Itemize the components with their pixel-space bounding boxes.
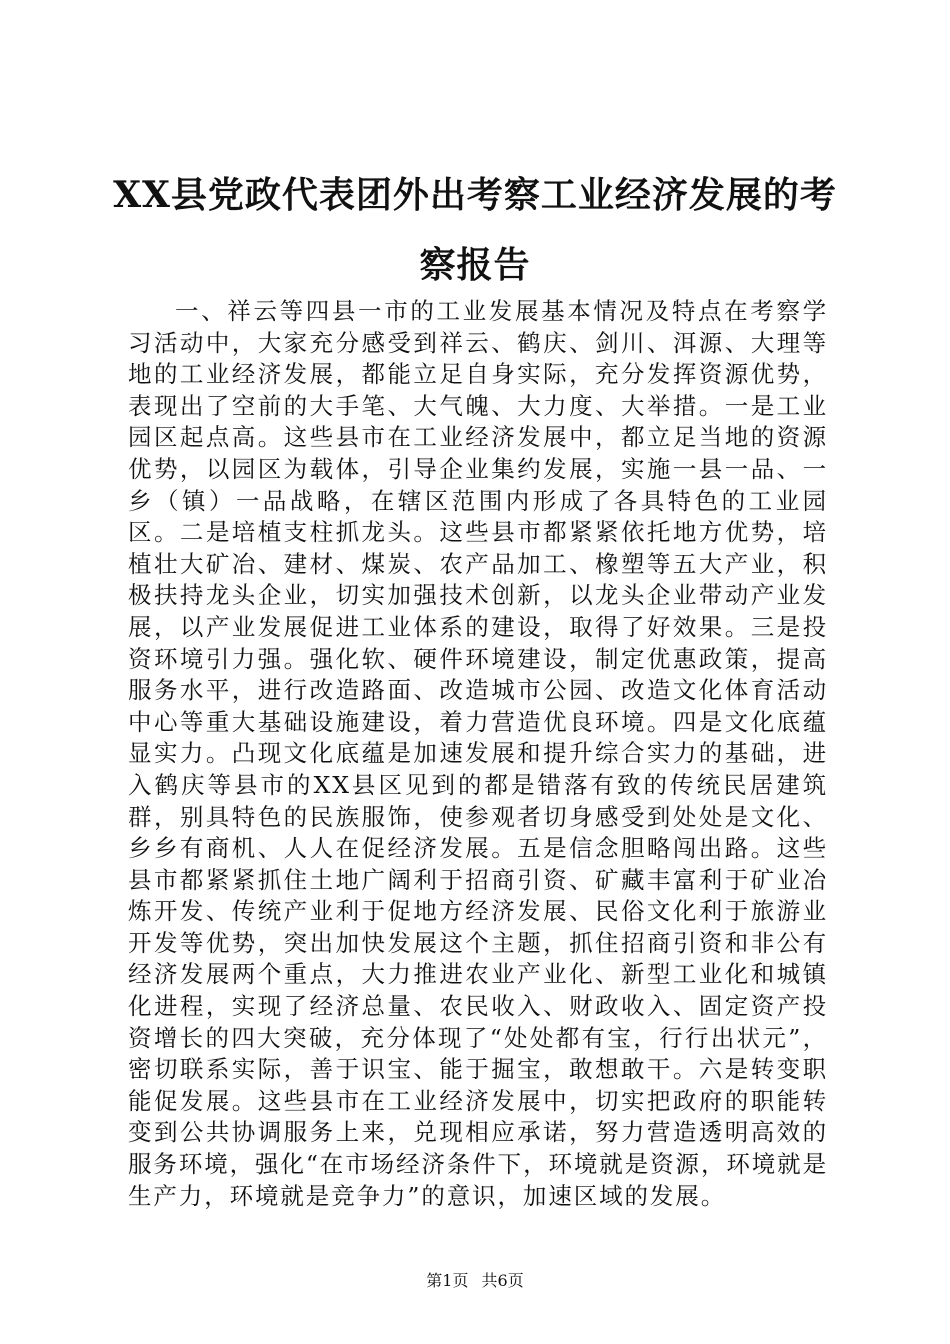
page-number-current: 第1页 (426, 1271, 469, 1290)
page-number-total: 共6页 (481, 1271, 524, 1290)
document-body-paragraph: 一、祥云等四县一市的工业发展基本情况及特点在考察学习活动中，大家充分感受到祥云、鹤庆、剑川、洱源、大理等地的工业经济发展，都能立足自身实际，充分发挥资源优势，表现出了空前的大手笔、大气魄、大力度、大举措。一是工业园区起点高。这些县市在工业经济发展中，都立足当地的资源优势，以园区为载体，引导企业集约发展，实施一县一品、一乡（镇）一品战略，在辖区范围内形成了各具特色的工业园区。二是培植支柱抓龙头。这些县市都紧紧依托地方优势，培植壮大矿冶、建材、煤炭、农产品加工、橡塑等五大产业，积极扶持龙头企业，切实加强技术创新，以龙头企业带动产业发展，以产业发展促进工业体系的建设，取得了好效果。三是投资环境引力强。强化软、硬件环境建设，制定优惠政策，提高服务水平，进行改造路面、改造城市公园、改造文化体育活动中心等重大基础设施建设，着力营造优良环境。四是文化底蕴显实力。凸现文化底蕴是加速发展和提升综合实力的基础，进入鹤庆等县市的XX县区见到的都是错落有致的传统民居建筑群，别具特色的民族服饰，使参观者切身感受到处处是文化、乡乡有商机、人人在促经济发展。五是信念胆略闯出路。这些县市都紧紧抓住土地广阔利于招商引资、矿藏丰富利于矿业冶炼开发、传统产业利于促地方经济发展、民俗文化利于旅游业开发等优势，突出加快发展这个主题，抓住招商引资和非公有经济发展两个重点，大力推进农业产业化、新型工业化和城镇化进程，实现了经济总量、农民收入、财政收入、固定资产投资增长的四大突破，充分体现了“处处都有宝，行行出状元”，密切联系实际，善于识宝、能于掘宝，敢想敢干。六是转变职能促发展。这些县市在工业经济发展中，切实把政府的职能转变到公共协调服务上来，兑现相应承诺，努力营造透明高效的服务环境，强化“在市场经济条件下，环境就是资源，环境就是生产力，环境就是竞争力”的意识，加速区域的发展。 (128, 297, 828, 1210)
page-footer (0, 1271, 950, 1291)
document-title: XX县党政代表团外出考察工业经济发展的考察报告 (113, 174, 837, 286)
